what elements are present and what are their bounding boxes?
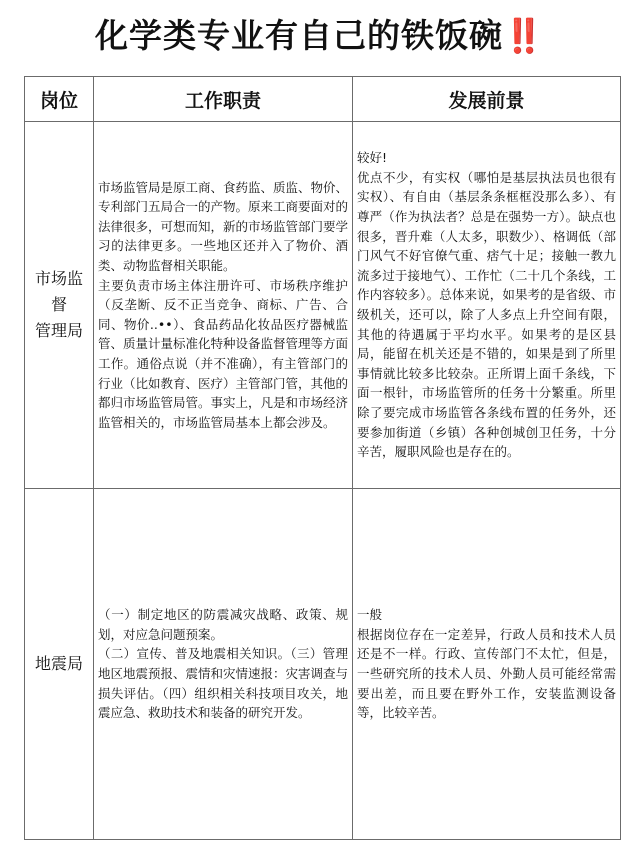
post-name-line: 市场监督	[34, 269, 83, 314]
duties-cell	[94, 122, 353, 489]
prospects-paragraph: 优点不少，有实权（哪怕是基层执法员也很有实权）、有自由（基层条条框框没那么多）、有尊严（作为执法者？总是在强势一方）。缺点也很多，晋升难（人太多，职数少）、格调低（部门风气不好官僚气重、痞气十足；接触一教九流多过于接地气）、工作忙（二十几个条线，工作内容较多）。总体来说，如果考的是省级、市级机关，还可以，除了人多点上升空间有限，其他的待遇属于平均水平。如果考的是区县局，能留在机关还是不错的，如果是到了所里事情就比较多比较杂。正所谓上面千条线，下面一根针，市场监管所的任务十分繁重。所里除了要完成市场监管各条线布置的任务外，还要参加街道（乡镇）各种创城创卫任务，十分辛苦，履职风险也是存在的。	[357, 169, 616, 460]
prospects-rating: 一般	[357, 607, 383, 623]
double-exclamation-icon: ‼️	[502, 16, 546, 55]
table-row	[25, 122, 621, 489]
page-title	[0, 14, 640, 58]
duties-cell	[94, 489, 353, 840]
post-name-line: 管理局	[34, 321, 83, 340]
title-text: 化学类专业有自己的铁饭碗	[94, 16, 503, 55]
duties-paragraph: （一）制定地区的防震减灾战略、政策、规划，对应急问题预案。	[98, 607, 348, 642]
duties-paragraph: 主要负责市场主体注册许可、市场秩序维护（反垄断、反不正当竞争、商标、广告、合同、物价..••）、食品药品化妆品医疗器械监管、质量计量标准化特种设备监督管理等方面工作。通俗点说（并不准确），有主管部门的行业（比如教育、医疗）主管部门管，其他的都归市场监管局管。事实上，凡是和市场经济监管相关的，市场监管局基本上都会涉及。	[98, 277, 349, 430]
duties-paragraph: 市场监管局是原工商、食药监、质监、物价、专利部门五局合一的产物。原来工商要面对的法律很多，可想而知，新的市场监管部门要学习的法律更多。一些地区还并入了物价、酒类、动物监督相关职能。	[98, 179, 349, 274]
duties-paragraph: （二）宣传、普及地震相关知识。（三）管理地区地震预报、震情和灾情速报：灾害调查与损失评估。（四）组织相关科技项目攻关，地震应急、救助技术和装备的研究开发。	[98, 646, 349, 721]
post-name-line: 地震局	[34, 654, 83, 673]
table-row	[25, 489, 621, 840]
prospects-rating: 较好!	[357, 150, 388, 166]
post-cell	[25, 122, 94, 489]
comparison-table	[24, 76, 621, 840]
prospects-cell	[353, 489, 621, 840]
header-prospects: 发展前景	[353, 77, 621, 122]
post-cell	[25, 489, 94, 840]
prospects-cell	[353, 122, 621, 489]
prospects-paragraph: 根据岗位存在一定差异，行政人员和技术人员还是不一样。行政、宣传部门不太忙，但是，一些研究所的技术人员、外勤人员可能经常需要出差，而且要在野外工作，安装监测设备等，比较辛苦。	[357, 626, 616, 721]
header-duties: 工作职责	[94, 77, 353, 122]
header-post: 岗位	[25, 77, 94, 122]
table-header-row	[25, 77, 621, 122]
